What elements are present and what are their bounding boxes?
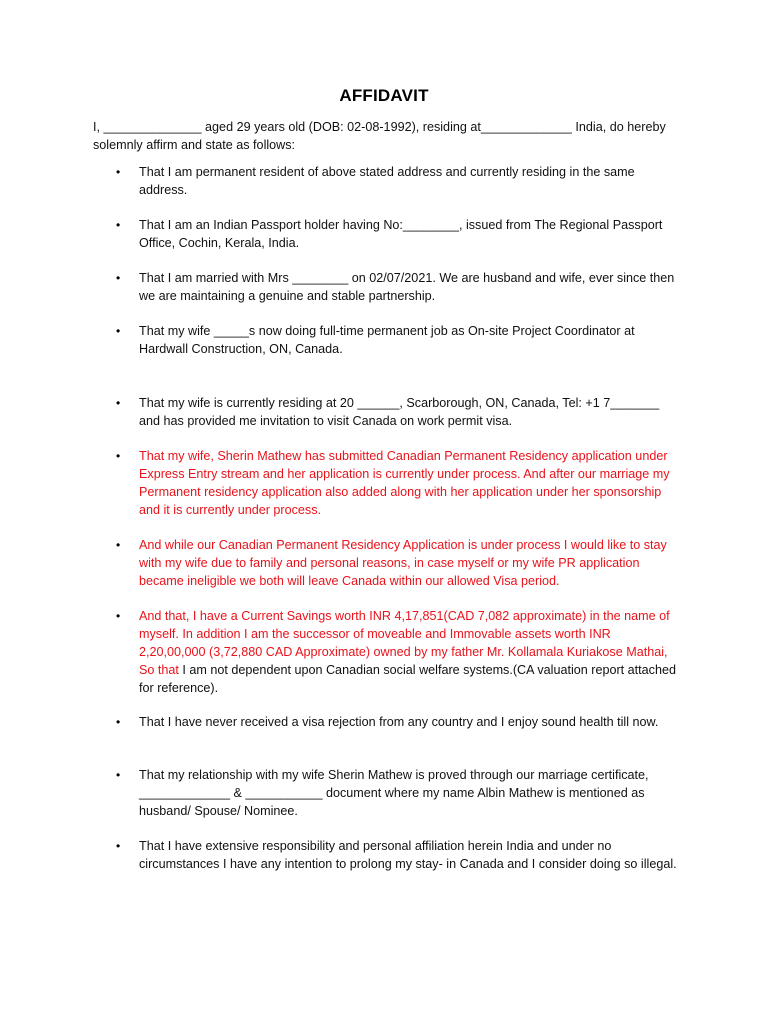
bullet-icon: • [116, 324, 121, 338]
clause-passport [116, 216, 679, 252]
bullet-icon: • [116, 218, 121, 232]
clause-text: That I am permanent resident of above stated address and currently residing in the same address. [139, 165, 635, 197]
clause-text: That I am an Indian Passport holder having No:________, issued from The Regional Passport Office, Cochin, Kerala, India. [139, 218, 663, 250]
bullet-icon: • [116, 839, 121, 853]
clause-text: That my wife _____s now doing full-time permanent job as On-site Project Coordinator at Hardwall Construction, ON, Canada. [139, 324, 635, 356]
clause-wife-employment [116, 322, 679, 358]
intro-paragraph: I, ______________ aged 29 years old (DOB: 02-08-1992), residing at_____________ India, do hereby solemnly affirm and state as follows: [93, 120, 666, 152]
clause-text-black: I am not dependent upon Canadian social welfare systems.(CA valuation report attached for reference). [139, 663, 676, 695]
clause-marriage [116, 269, 679, 305]
clause-no-visa-rejection [116, 713, 679, 731]
clause-text: That my wife, Sherin Mathew has submitted Canadian Permanent Residency application under Express Entry stream and her application is currently under process. And after our marriage my Permanent residency application also added along with her application under her sponsorship and it is currently under process. [139, 449, 670, 517]
bullet-icon: • [116, 609, 121, 623]
bullet-icon: • [116, 396, 121, 410]
document-title: AFFIDAVIT [339, 86, 429, 105]
clause-text: That I have never received a visa rejection from any country and I enjoy sound health till now. [139, 715, 659, 729]
bullet-icon: • [116, 165, 121, 179]
bullet-icon: • [116, 715, 121, 729]
clause-text: That my wife is currently residing at 20 ______, Scarborough, ON, Canada, Tel: +1 7_______ and has provided me invitation to visit Canada on work permit visa. [139, 396, 660, 428]
clause-text-red: And that, I have a Current Savings worth INR 4,17,851(CAD 7,082 approximate) in the name of myself. In addition I am the successor of moveable and Immovable assets worth INR 2,20,00,000 (3,72,880 CAD Approximate) owned by my father Mr. Kollamala Kuriakose Mathai, So that [139, 609, 670, 677]
clause-pr-application [116, 447, 679, 519]
clause-ties-to-india [116, 837, 679, 873]
bullet-icon: • [116, 538, 121, 552]
clause-relationship-proof [116, 766, 679, 820]
bullet-icon: • [116, 449, 121, 463]
bullet-icon: • [116, 271, 121, 285]
clause-wife-residence [116, 394, 679, 430]
clause-savings-assets [116, 607, 679, 697]
clause-text: That I have extensive responsibility and personal affiliation herein India and under no circumstances I have any intention to prolong my stay- in Canada and I consider doing so illegal. [139, 839, 677, 871]
clause-text: That my relationship with my wife Sherin Mathew is proved through our marriage certificate, _____________ & ___________ document where my name Albin Mathew is mentioned as husband/ Spouse/ Nominee. [139, 768, 649, 818]
bullet-icon: • [116, 768, 121, 782]
clause-stay-with-wife [116, 536, 679, 590]
clause-text: And while our Canadian Permanent Residency Application is under process I would like to stay with my wife due to family and personal reasons, in case myself or my wife PR application became ineligible we both will leave Canada within our allowed Visa period. [139, 538, 667, 588]
clause-text: That I am married with Mrs ________ on 02/07/2021. We are husband and wife, ever since then we are maintaining a genuine and stable partnership. [139, 271, 675, 303]
clause-permanent-resident [116, 163, 679, 199]
